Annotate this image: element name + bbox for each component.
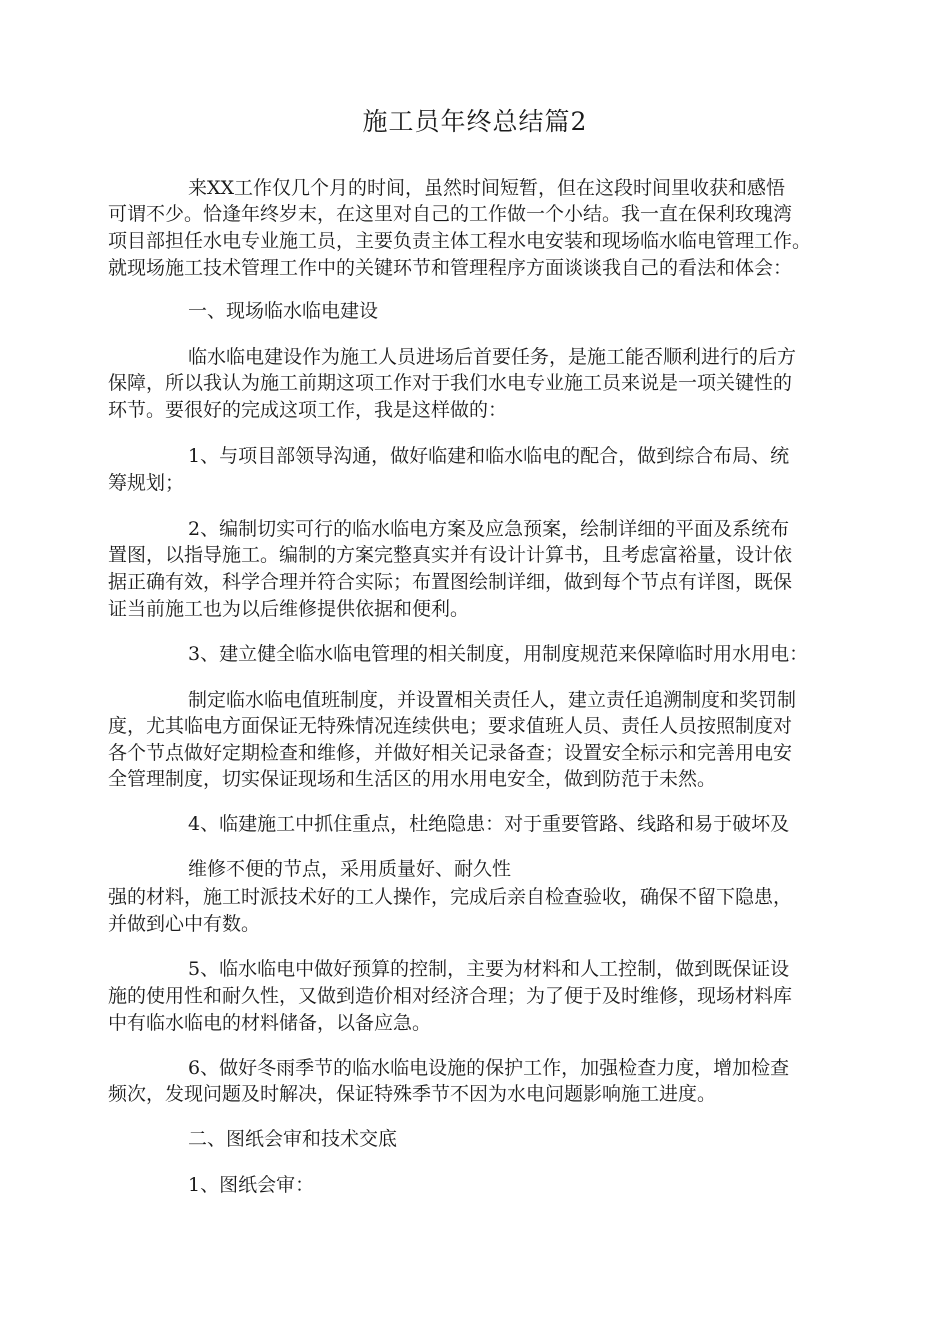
paragraph-line: 临水临电建设作为施工人员进场后首要任务，是施工能否顺利进行的后方	[188, 346, 797, 368]
section-heading: 一、现场临水临电建设	[188, 300, 379, 322]
paragraph-line: 6、做好冬雨季节的临水临电设施的保护工作，加强检查力度，增加检查	[188, 1057, 790, 1079]
paragraph-line: 中有临水临电的材料储备，以备应急。	[108, 1012, 432, 1034]
paragraph-line: 项目部担任水电专业施工员，主要负责主体工程水电安装和现场临水临电管理工作。	[108, 230, 812, 252]
paragraph-line: 强的材料，施工时派技术好的工人操作，完成后亲自检查验收，确保不留下隐患，	[108, 886, 793, 908]
paragraph-line: 筹规划；	[108, 472, 185, 494]
subsection-heading: 1、图纸会审：	[188, 1174, 315, 1196]
paragraph-line: 各个节点做好定期检查和维修，并做好相关记录备查；设置安全标示和完善用电安	[108, 742, 793, 764]
paragraph-line: 3、建立健全临水临电管理的相关制度，用制度规范来保障临时用水用电：	[188, 643, 809, 665]
paragraph-line: 5、临水临电中做好预算的控制，主要为材料和人工控制，做到既保证设	[188, 958, 790, 980]
paragraph-line: 频次，发现问题及时解决，保证特殊季节不因为水电问题影响施工进度。	[108, 1083, 717, 1105]
paragraph-line: 制定临水临电值班制度，并设置相关责任人，建立责任追溯制度和奖罚制	[188, 689, 797, 711]
paragraph-line: 全管理制度，切实保证现场和生活区的用水用电安全，做到防范于未然。	[108, 768, 717, 790]
paragraph-line: 并做到心中有数。	[108, 913, 261, 935]
paragraph-line: 来XX工作仅几个月的时间，虽然时间短暂，但在这段时间里收获和感悟	[188, 177, 786, 199]
section-heading: 二、图纸会审和技术交底	[188, 1128, 398, 1150]
paragraph-line: 4、临建施工中抓住重点，杜绝隐患：对于重要管路、线路和易于破坏及	[188, 813, 790, 835]
paragraph-line: 施的使用性和耐久性，又做到造价相对经济合理；为了便于及时维修，现场材料库	[108, 985, 793, 1007]
paragraph-line: 1、与项目部领导沟通，做好临建和临水临电的配合，做到综合布局、统	[188, 445, 790, 467]
paragraph-line: 据正确有效，科学合理并符合实际；布置图绘制详细，做到每个节点有详图，既保	[108, 571, 793, 593]
paragraph-line: 环节。要很好的完成这项工作，我是这样做的：	[108, 399, 508, 421]
paragraph-line: 保障，所以我认为施工前期这项工作对于我们水电专业施工员来说是一项关键性的	[108, 372, 793, 394]
paragraph-line: 维修不便的节点，采用质量好、耐久性	[188, 858, 512, 880]
paragraph-line: 置图，以指导施工。编制的方案完整真实并有设计计算书，且考虑富裕量，设计依	[108, 544, 793, 566]
paragraph-line: 2、编制切实可行的临水临电方案及应急预案，绘制详细的平面及系统布	[188, 518, 790, 540]
paragraph-line: 就现场施工技术管理工作中的关键环节和管理程序方面谈谈我自己的看法和体会：	[108, 257, 793, 279]
paragraph-line: 可谓不少。恰逢年终岁末，在这里对自己的工作做一个小结。我一直在保利玫瑰湾	[108, 203, 793, 225]
paragraph-line: 度，尤其临电方面保证无特殊情况连续供电；要求值班人员、责任人员按照制度对	[108, 715, 793, 737]
document-title: 施工员年终总结篇2	[362, 107, 588, 136]
paragraph-line: 证当前施工也为以后维修提供依据和便利。	[108, 598, 470, 620]
